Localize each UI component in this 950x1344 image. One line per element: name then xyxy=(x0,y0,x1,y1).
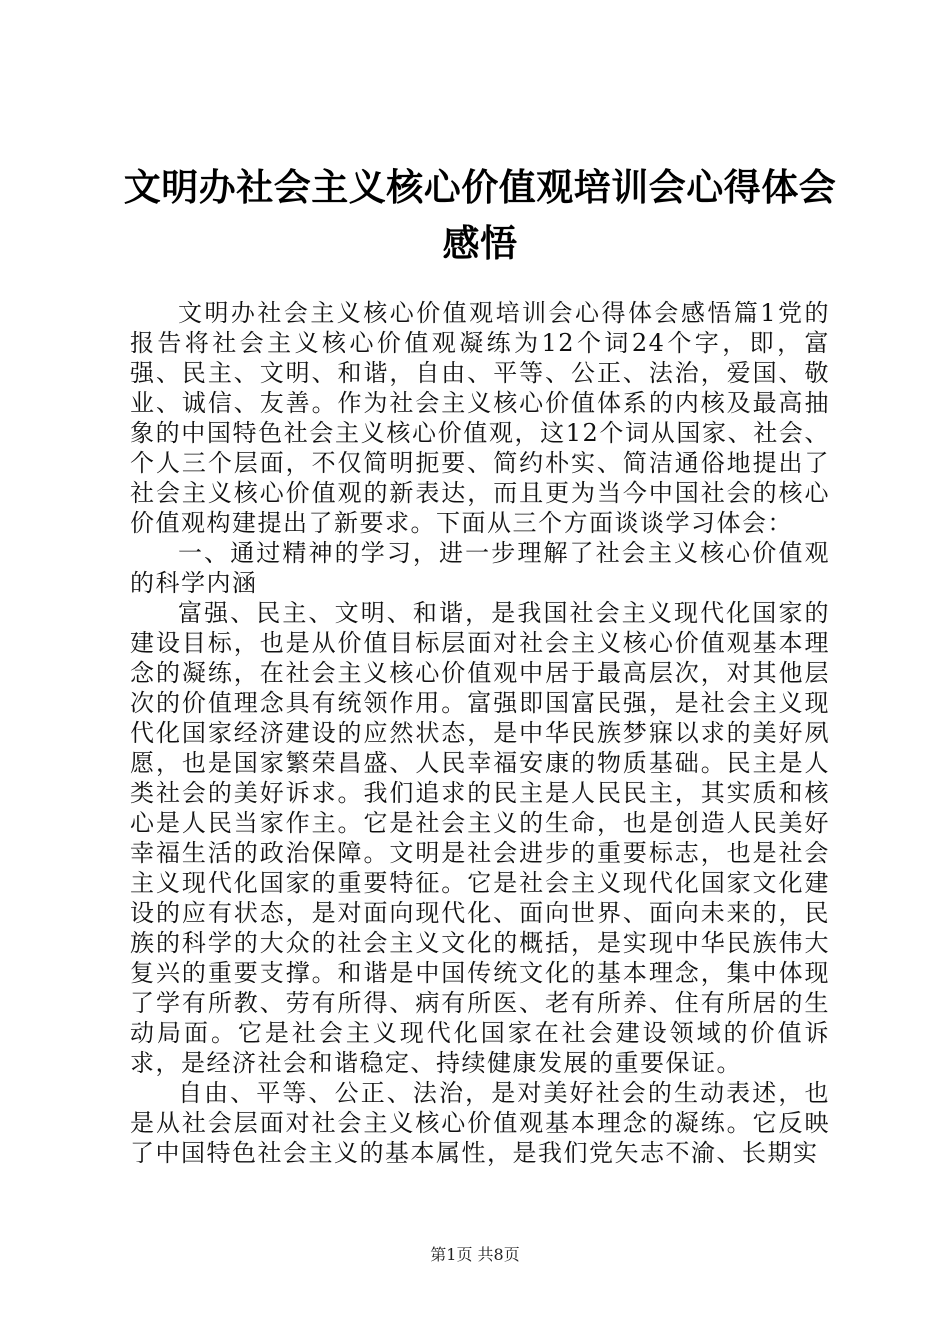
paragraph-freedom: 自由、平等、公正、法治，是对美好社会的生动表述，也是从社会层面对社会主义核心价值观基本理念的凝练。它反映了中国特色社会主义的基本属性，是我们党矢志不渝、长期实 xyxy=(130,1079,830,1167)
page-number-footer: 第1页 共8页 xyxy=(430,1245,520,1264)
document-body xyxy=(130,298,830,1168)
paragraph-intro: 文明办社会主义核心价值观培训会心得体会感悟篇1党的报告将社会主义核心价值观凝练为12个词24个字，即，富强、民主、文明、和谐，自由、平等、公正、法治，爱国、敬业、诚信、友善。作为社会主义核心价值体系的内核及最高抽象的中国特色社会主义核心价值观，这12个词从国家、社会、个人三个层面，不仅简明扼要、简约朴实、简洁通俗地提出了社会主义核心价值观的新表达，而且更为当今中国社会的核心价值观构建提出了新要求。下面从三个方面谈谈学习体会： xyxy=(130,299,830,537)
document-title: 文明办社会主义核心价值观培训会心得体会感悟 xyxy=(123,166,837,265)
paragraph-heading-one: 一、通过精神的学习，进一步理解了社会主义核心价值观的科学内涵 xyxy=(130,539,830,597)
paragraph-prosperity: 富强、民主、文明、和谐，是我国社会主义现代化国家的建设目标，也是从价值目标层面对社会主义核心价值观基本理念的凝练，在社会主义核心价值观中居于最高层次，对其他层次的价值理念具有统领作用。富强即国富民强，是社会主义现代化国家经济建设的应然状态，是中华民族梦寐以求的美好夙愿，也是国家繁荣昌盛、人民幸福安康的物质基础。民主是人类社会的美好诉求。我们追求的民主是人民民主，其实质和核心是人民当家作主。它是社会主义的生命，也是创造人民美好幸福生活的政治保障。文明是社会进步的重要标志，也是社会主义现代化国家的重要特征。它是社会主义现代化国家文化建设的应有状态，是对面向现代化、面向世界、面向未来的，民族的科学的大众的社会主义文化的概括，是实现中华民族伟大复兴的重要支撑。和谐是中国传统文化的基本理念，集中体现了学有所教、劳有所得、病有所医、老有所养、住有所居的生动局面。它是社会主义现代化国家在社会建设领域的价值诉求，是经济社会和谐稳定、持续健康发展的重要保证。 xyxy=(130,599,830,1077)
